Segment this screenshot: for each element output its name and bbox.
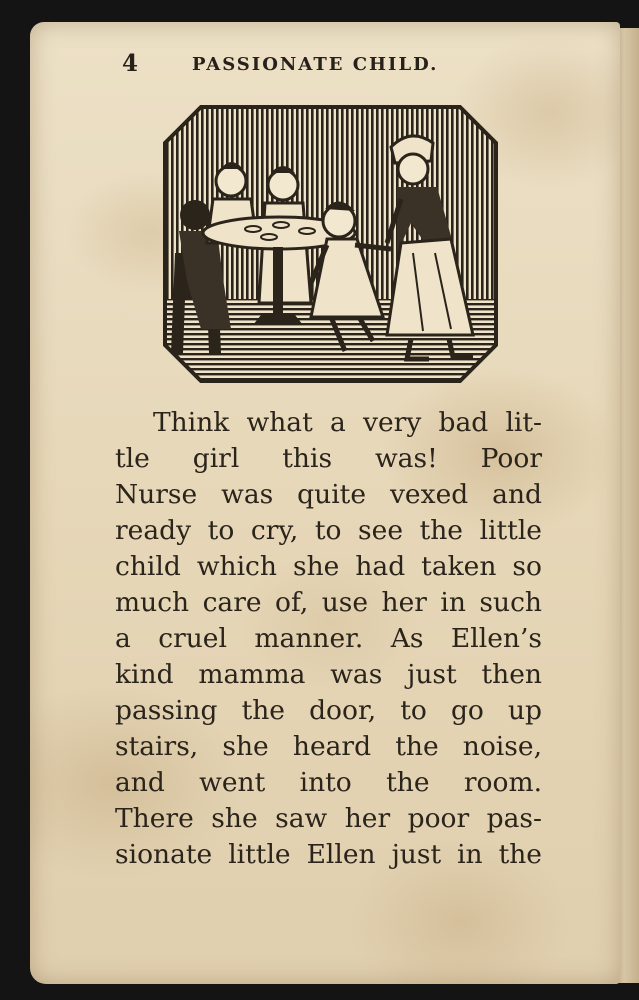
text-line: ready to cry, to see the little [115,515,542,546]
text-line: and went into the room. [115,767,542,798]
text-line: tle girl this was! Poor [115,443,542,474]
text-line: much care of, use her in such [115,587,542,618]
woodcut-nursery-scene-icon [161,103,500,385]
page-header [30,50,620,86]
text-line: Nurse was quite vexed and [115,479,542,510]
body-text [115,405,542,873]
text-line: kind mamma was just then [115,659,542,690]
text-line: child which she had taken so [115,551,542,582]
book-page [30,22,620,984]
text-line: a cruel manner. As Ellen’s [115,623,542,654]
running-head: PASSIONATE CHILD. [192,54,439,75]
page-number: 4 [122,50,139,77]
text-line: stairs, she heard the noise, [115,731,542,762]
text-line: Think what a very bad lit- [153,407,542,438]
text-line: There she saw her poor pas- [115,803,542,834]
text-line: sionate little Ellen just in the [115,839,542,870]
text-line: passing the door, to go up [115,695,542,726]
